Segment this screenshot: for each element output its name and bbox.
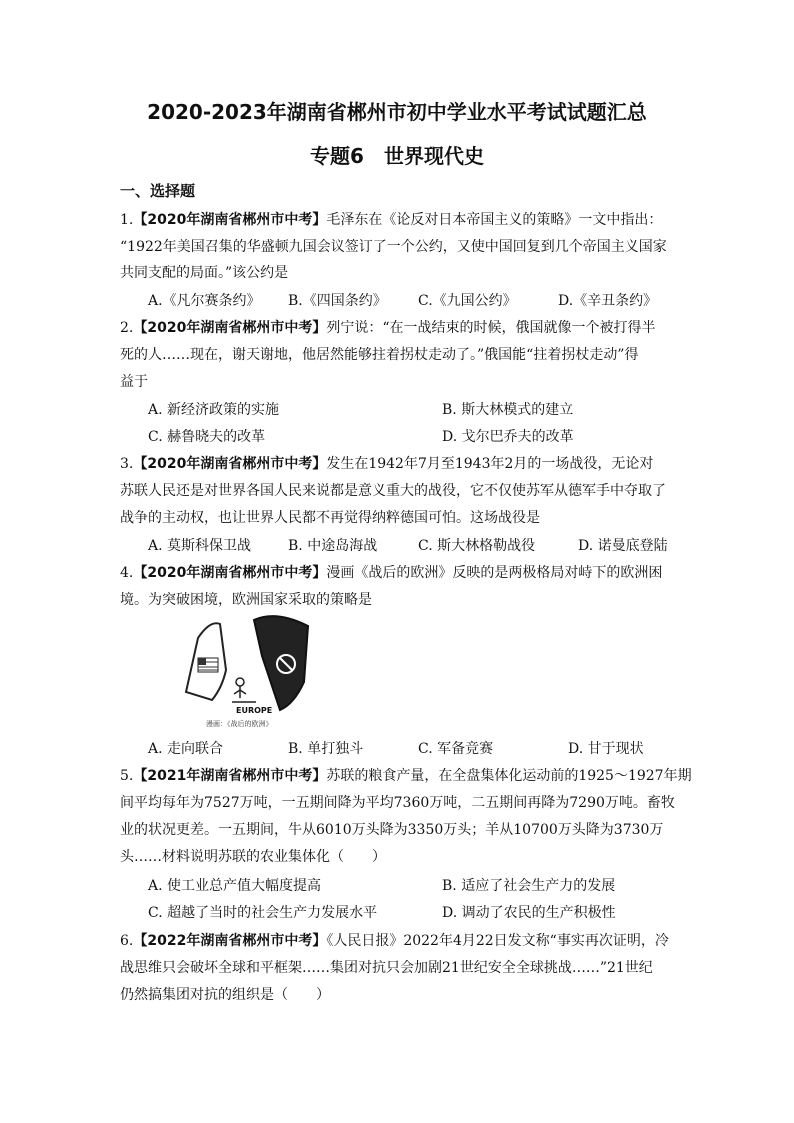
q4-option-b[interactable]: B. 单打独斗 — [288, 741, 364, 757]
q4-source: 【2020年湖南省郴州市中考】 — [133, 565, 327, 581]
q1-option-b[interactable]: B.《四国条约》 — [288, 293, 387, 309]
q1-number: 1. — [120, 212, 134, 228]
q3-option-c[interactable]: C. 斯大林格勒战役 — [418, 538, 536, 554]
q6-line-1 — [120, 931, 680, 951]
q1-line-3: 共同支配的局面。”该公约是 — [120, 265, 289, 281]
q3-option-a[interactable]: A. 莫斯科保卫战 — [148, 538, 252, 554]
q5-option-c[interactable]: C. 超越了当时的社会生产力发展水平 — [148, 905, 378, 921]
q3-line-2: 苏联人民还是对世界各国人民来说都是意义重大的战役，它不仅使苏军从德军手中夺取了 — [120, 483, 666, 499]
q5-line-2: 间平均每年为7527万吨，一五期间降为平均7360万吨，二五期间再降为7290万吨。畜牧 — [120, 795, 675, 811]
q3-line-3: 战争的主动权，也让世界人民都不再觉得纳粹德国可怕。这场战役是 — [120, 510, 540, 526]
q2-source: 【2020年湖南省郴州市中考】 — [133, 320, 327, 336]
ussr-missile-shape — [254, 616, 308, 710]
q1-text-1: 毛泽东在《论反对日本帝国主义的策略》一文中指出： — [326, 212, 663, 228]
cartoon-drawing — [176, 612, 316, 732]
q5-option-d[interactable]: D. 调动了农民的生产积极性 — [442, 905, 616, 921]
q2-option-c[interactable]: C. 赫鲁晓夫的改革 — [148, 429, 266, 445]
q1-line-1 — [120, 210, 680, 230]
q4-line-2: 境。为突破困境，欧洲国家采取的策略是 — [120, 592, 372, 608]
q4-line-1 — [120, 563, 680, 583]
q3-line-1 — [120, 454, 680, 474]
q2-option-a[interactable]: A. 新经济政策的实施 — [148, 402, 280, 418]
q2-line-3: 益于 — [120, 374, 148, 390]
q6-line-3: 仍然搞集团对抗的组织是（ ） — [120, 987, 330, 1003]
q2-number: 2. — [120, 320, 134, 336]
q3-number: 3. — [120, 456, 134, 472]
q4-number: 4. — [120, 565, 134, 581]
q1-option-a[interactable]: A.《凡尔赛条约》 — [148, 293, 261, 309]
q5-option-b[interactable]: B. 适应了社会生产力的发展 — [442, 878, 616, 894]
section-heading: 一、选择题 — [120, 182, 196, 200]
us-flag-canton — [198, 658, 206, 665]
q6-source: 【2022年湖南省郴州市中考】 — [133, 933, 327, 949]
figure-head — [236, 678, 244, 686]
q2-option-d[interactable]: D. 戈尔巴乔夫的改革 — [442, 429, 574, 445]
q2-line-2: 死的人……现在，谢天谢地，他居然能够拄着拐杖走动了。”俄国能“拄着拐杖走动”得 — [120, 347, 639, 363]
q1-option-d[interactable]: D.《辛丑条约》 — [558, 293, 658, 309]
q5-number: 5. — [120, 768, 134, 784]
q1-line-2: “1922年美国召集的华盛顿九国会议签订了一个公约，又使中国回复到几个帝国主义国家 — [120, 239, 667, 255]
q3-option-d[interactable]: D. 诺曼底登陆 — [578, 538, 668, 554]
q2-option-b[interactable]: B. 斯大林模式的建立 — [442, 402, 574, 418]
q6-text-1: 《人民日报》2022年4月22日发文称“事实再次证明，冷 — [326, 933, 669, 949]
q1-options — [148, 291, 668, 311]
q4-option-a[interactable]: A. 走向联合 — [148, 741, 224, 757]
q5-line-1 — [120, 766, 692, 786]
cartoon-label: EUROPE — [236, 706, 273, 715]
cartoon-caption: 漫画：《战后的欧洲》 — [206, 720, 273, 728]
document-title: 2020-2023年湖南省郴州市初中学业水平考试试题汇总 — [147, 100, 647, 124]
q6-line-2: 战思维只会破坏全球和平框架……集团对抗只会加剧21世纪安全全球挑战……”21世纪 — [120, 960, 653, 976]
q5-option-a[interactable]: A. 使工业总产值大幅度提高 — [148, 878, 322, 894]
q3-options — [148, 536, 668, 556]
q5-line-3: 业的状况更差。一五期间，牛从6010万头降为3350万头；羊从10700万头降为3730万 — [120, 822, 664, 838]
cartoon-image — [176, 612, 316, 732]
q6-number: 6. — [120, 933, 134, 949]
q2-text-1: 列宁说：“在一战结束的时候，俄国就像一个被打得半 — [326, 320, 656, 336]
q3-source: 【2020年湖南省郴州市中考】 — [133, 456, 327, 472]
q3-option-b[interactable]: B. 中途岛海战 — [288, 538, 378, 554]
q3-text-1: 发生在1942年7月至1943年2月的一场战役，无论对 — [326, 456, 654, 472]
q1-source: 【2020年湖南省郴州市中考】 — [133, 212, 327, 228]
q4-text-1: 漫画《战后的欧洲》反映的是两极格局对峙下的欧洲困 — [326, 565, 663, 581]
q5-source: 【2021年湖南省郴州市中考】 — [133, 768, 327, 784]
q4-options — [148, 739, 668, 759]
q4-option-c[interactable]: C. 军备竞赛 — [418, 741, 494, 757]
q2-line-1 — [120, 318, 680, 338]
q1-option-c[interactable]: C.《九国公约》 — [418, 293, 517, 309]
q5-line-4: 头……材料说明苏联的农业集体化（ ） — [120, 849, 386, 865]
q4-option-d[interactable]: D. 甘于现状 — [568, 741, 644, 757]
q5-text-1: 苏联的粮食产量，在全盘集体化运动前的1925～1927年期 — [326, 768, 692, 784]
document-subtitle: 专题6 世界现代史 — [310, 144, 484, 168]
